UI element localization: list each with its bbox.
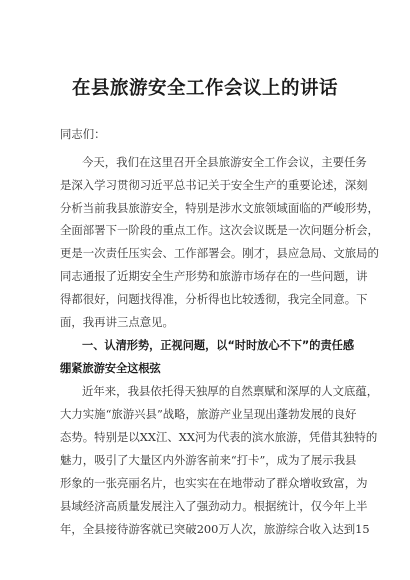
section-heading-1-line-1: 一、认清形势，正视问题，以“时时放心不下”的责任感	[82, 339, 355, 352]
paragraph-2-line-1: 近年来，我县依托得天独厚的自然禀赋和深厚的人文底蕴，	[82, 384, 379, 398]
paragraph-2-line-7: 年，全县接待游客就已突破200万人次，旅游综合收入达到15	[60, 522, 370, 536]
paragraph-2-line-2: 大力实施“旅游兴县”战略，旅游产业呈现出蓬勃发展的良好	[60, 407, 357, 421]
section-heading-1-line-2: 绷紧旅游安全这根弦	[60, 362, 161, 375]
paragraph-2-line-5: 形象的一张亮丽名片，也实实在在地带动了群众增收致富，为	[60, 476, 368, 490]
paragraph-2-line-3: 态势。特别是以XX江、XX河为代表的滨水旅游，凭借其独特的	[60, 430, 378, 444]
paragraph-1-line-3: 分析当前我县旅游安全，特别是涉水文旅领域面临的严峻形势，	[60, 201, 379, 215]
document-title: 在县旅游安全工作会议上的讲话	[71, 78, 338, 99]
paragraph-1-line-5: 更是一次责任压实会、工作部署会。刚才，县应急局、文旅局的	[60, 246, 379, 260]
paragraph-1-line-8: 面，我再讲三点意见。	[60, 315, 174, 329]
paragraph-1-line-1: 今天，我们在这里召开全县旅游安全工作会议，主要任务	[82, 155, 367, 169]
paragraph-2-line-4: 魅力，吸引了大量区内外游客前来“打卡”，成为了展示我县	[60, 453, 357, 467]
paragraph-1-line-4: 全面部署下一阶段的重点工作。这次会议既是一次问题分析会，	[60, 223, 379, 237]
paragraph-1-line-7: 得都很好，问题找得准，分析得也比较透彻，我完全同意。下	[60, 292, 368, 306]
paragraph-1-line-6: 同志通报了近期安全生产形势和旅游市场存在的一些问题，讲	[60, 269, 368, 283]
paragraph-2-line-6: 县域经济高质量发展注入了强劲动力。根据统计，仅今年上半	[60, 499, 368, 513]
salutation: 同志们：	[60, 127, 106, 141]
paragraph-1-line-2: 是深入学习贯彻习近平总书记关于安全生产的重要论述，深刻	[60, 178, 368, 192]
